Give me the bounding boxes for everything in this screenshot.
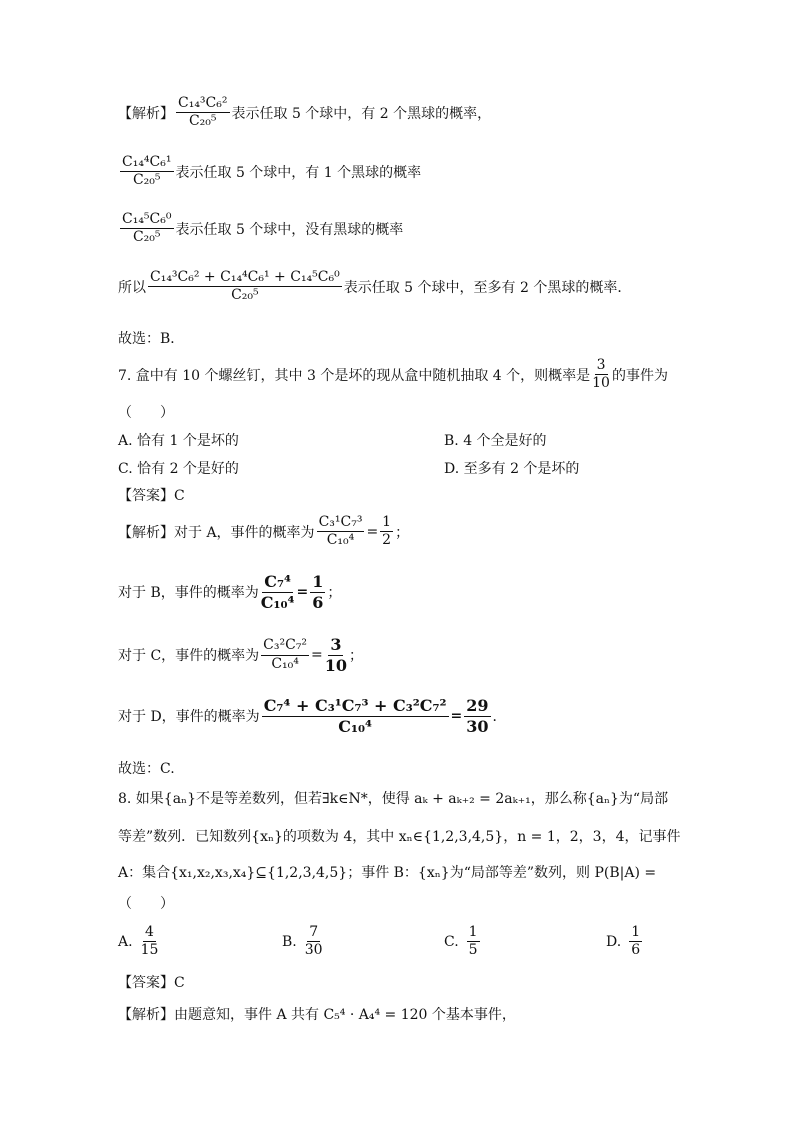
q7-analysis-b [118, 573, 341, 611]
text: 对于 A，事件的概率为 [174, 524, 315, 541]
q8-option-d [606, 925, 644, 959]
text: 故选：B． [118, 331, 185, 347]
q8-line-3 [118, 862, 656, 882]
option-label: C. [444, 933, 459, 950]
q8-option-a [118, 925, 160, 959]
q8-line-2 [118, 826, 680, 846]
denominator: 10 [324, 655, 348, 675]
text: 表示任取 5 个球中，没有黑球的概率 [175, 221, 404, 238]
denominator: 5 [468, 942, 478, 959]
numerator: C₃¹C₇³ [317, 515, 365, 532]
numerator: 3 [595, 358, 608, 375]
fraction [148, 270, 342, 304]
q7-analysis-d [118, 697, 507, 735]
option-label: B. [282, 933, 297, 950]
numerator: 1 [380, 515, 393, 532]
solution-line-3 [118, 212, 403, 246]
numerator: C₁₄³C₆² + C₁₄⁴C₆¹ + C₁₄⁵C₆⁰ [148, 270, 342, 287]
q8-answer [118, 972, 185, 992]
numerator: C₇⁴ + C₃¹C₇³ + C₃²C₇² [263, 696, 447, 715]
solution-line-1 [118, 96, 491, 130]
equals: = [296, 584, 309, 601]
equals: = [366, 523, 379, 540]
fraction [176, 96, 230, 130]
numerator: C₁₄⁴C₆¹ [120, 155, 174, 172]
text: 表示任取 5 个球中，有 1 个黑球的概率 [175, 164, 422, 181]
text: 所以 [118, 279, 146, 296]
denominator: C₁₀⁴ [260, 592, 295, 612]
text: （ ） [118, 896, 174, 912]
text: 【答案】C [118, 488, 185, 504]
numerator: C₁₄⁵C₆⁰ [120, 212, 174, 229]
fraction [262, 697, 449, 735]
denominator: 2 [382, 532, 392, 549]
fraction [310, 573, 325, 611]
q7-analysis-a [118, 515, 409, 549]
numerator: C₇⁴ [264, 572, 291, 591]
q8-option-c [444, 925, 482, 959]
text: 对于 C，事件的概率为 [118, 648, 260, 665]
numerator: C₁₄³C₆² [176, 96, 230, 113]
fraction [380, 515, 393, 549]
q7-paren [118, 402, 174, 422]
q7-choose [118, 758, 175, 778]
denominator: C₁₀⁴ [326, 532, 355, 549]
text: ； [395, 524, 410, 541]
fraction [120, 155, 174, 189]
denominator: C₂₀⁵ [132, 229, 161, 246]
solution-line-2 [118, 155, 421, 189]
fraction [464, 697, 490, 735]
equals: = [450, 708, 463, 725]
numerator: 1 [629, 925, 642, 942]
denominator: 10 [592, 375, 610, 392]
denominator: 6 [312, 592, 324, 612]
q8-option-b [282, 925, 325, 959]
denominator: C₂₀⁵ [231, 287, 259, 304]
text: 故选：C. [118, 761, 175, 777]
fraction [120, 212, 174, 246]
q8-paren [118, 893, 174, 913]
text: （ ） [118, 405, 174, 421]
q7-answer [118, 485, 185, 505]
solution-line-4 [118, 270, 631, 304]
numerator: 1 [467, 925, 480, 942]
choose-line [118, 328, 184, 348]
denominator: 6 [631, 942, 641, 959]
denominator: C₁₀⁴ [271, 655, 299, 672]
fraction [261, 638, 309, 672]
text: 表示任取 5 个球中，至多有 2 个黑球的概率． [343, 279, 632, 296]
text: 表示任取 5 个球中，有 2 个黑球的概率， [231, 105, 492, 122]
q7-option-d [444, 458, 579, 478]
numerator: C₃²C₇² [261, 638, 309, 655]
text: 对于 D，事件的概率为 [118, 709, 260, 726]
text: 【解析】由题意知，事件 A 共有 C₅⁴ · A₄⁴ = 120 个基本事件， [118, 1007, 516, 1023]
text: 对于 B，事件的概率为 [118, 585, 259, 602]
fraction [141, 925, 159, 959]
text: ． [492, 709, 507, 726]
fraction [467, 925, 480, 959]
text: 7. 盒中有 10 个螺丝钉，其中 3 个是坏的现从盒中随机抽取 4 个，则概率是 [118, 367, 591, 384]
text: 的事件为 [611, 367, 668, 384]
q8-analysis [118, 1004, 516, 1024]
denominator: C₂₀⁵ [188, 113, 217, 130]
q7-stem [118, 358, 668, 392]
analysis-label: 【解析】 [118, 105, 174, 122]
text: B. 4 个全是好的 [444, 433, 547, 449]
denominator: 30 [466, 716, 489, 736]
option-label: A. [118, 933, 133, 950]
equals: = [311, 647, 323, 664]
text: A：集合{x₁,x₂,x₃,x₄}⊆{1,2,3,4,5}；事件 B：{xₙ}为“局部等差”数列，则 P(B|A) = [118, 865, 657, 881]
denominator: C₂₀⁵ [132, 172, 161, 189]
text: ； [349, 648, 364, 665]
text: 【答案】C [118, 975, 185, 991]
fraction [261, 573, 295, 611]
numerator: 4 [143, 925, 156, 942]
denominator: 15 [140, 942, 159, 959]
text: 等差”数列．已知数列{xₙ}的项数为 4，其中 xₙ∈{1,2,3,4,5}，n = 1，2，3，4，记事件 [118, 829, 681, 845]
numerator: 1 [312, 572, 324, 591]
option-label: D. [606, 933, 622, 950]
fraction [592, 358, 610, 392]
text: 8. 如果{aₙ}不是等差数列，但若∃k∈N*，使得 aₖ + aₖ₊₂ = 2aₖ₊₁，那么称{aₙ}为“局部 [118, 791, 669, 807]
text: A. 恰有 1 个是坏的 [118, 433, 239, 449]
q7-option-a [118, 430, 239, 450]
analysis-label: 【解析】 [118, 524, 174, 541]
q7-option-c [118, 458, 239, 478]
q7-analysis-c [118, 636, 363, 674]
q7-option-b [444, 430, 547, 450]
text: C. 恰有 2 个是好的 [118, 461, 239, 477]
fraction [305, 925, 323, 959]
numerator: 29 [466, 696, 489, 715]
text: D. 至多有 2 个是坏的 [444, 461, 580, 477]
numerator: 3 [330, 635, 342, 654]
q8-line-1 [118, 788, 668, 808]
text: ； [327, 585, 342, 602]
fraction [317, 515, 365, 549]
numerator: 7 [307, 925, 320, 942]
denominator: C₁₀⁴ [338, 716, 372, 736]
fraction [325, 636, 347, 674]
denominator: 30 [304, 942, 323, 959]
fraction [629, 925, 642, 959]
